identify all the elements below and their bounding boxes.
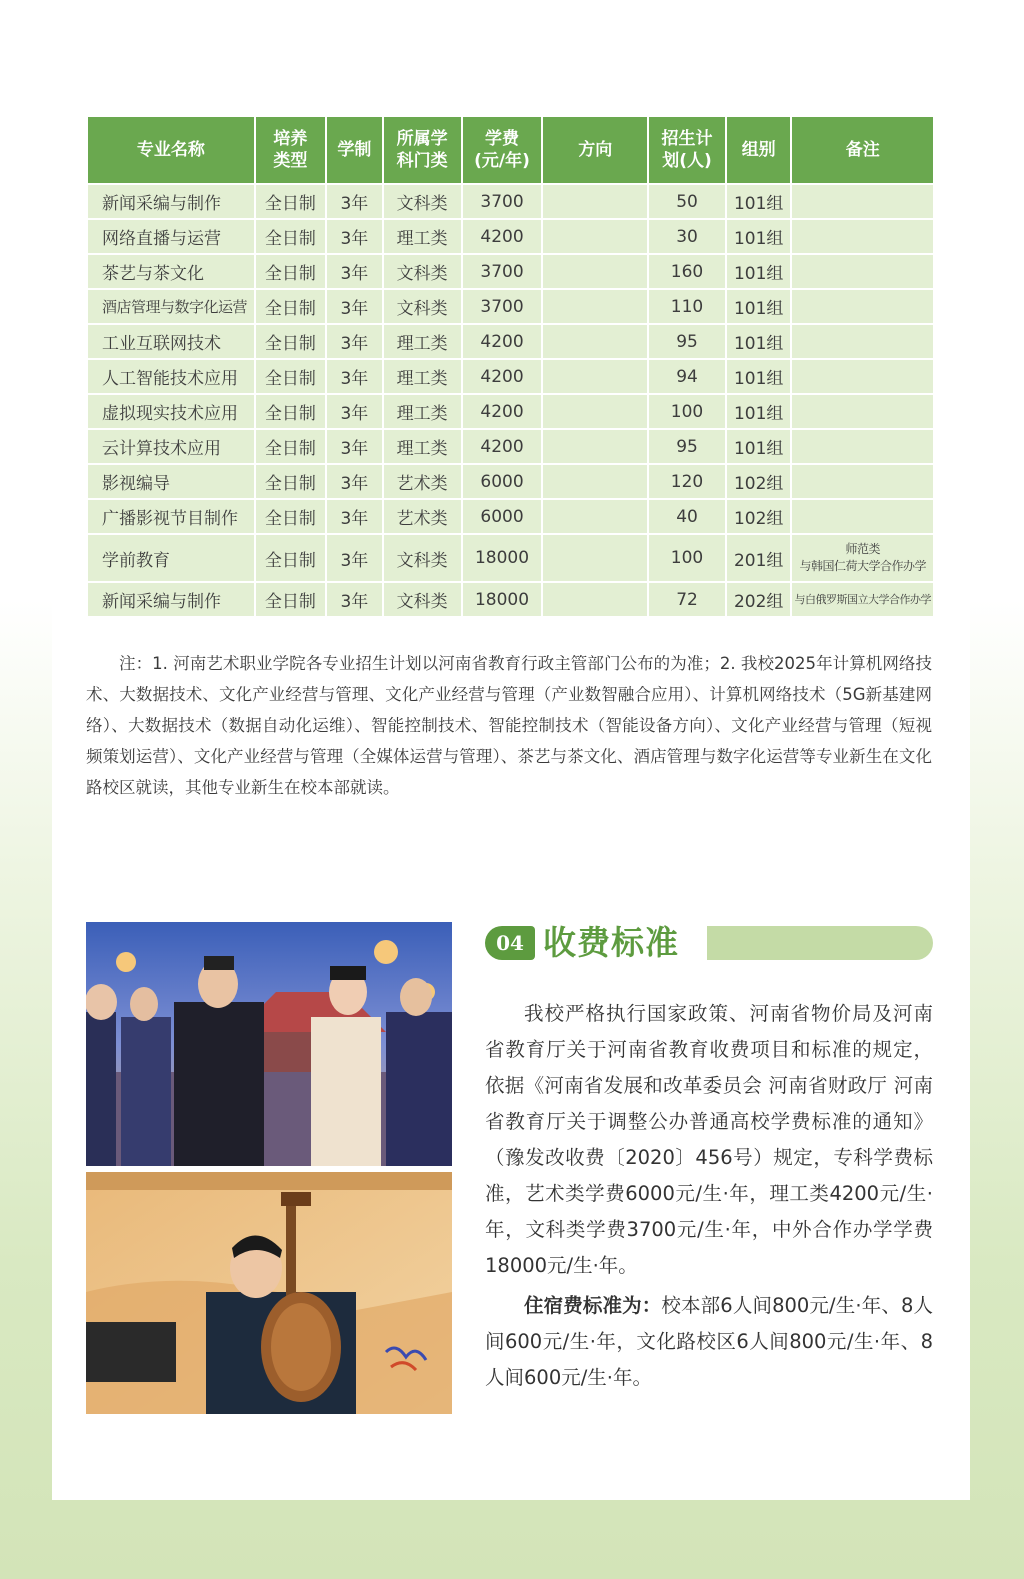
cell-name: 网络直播与运营 [88,220,254,253]
table-row [88,325,933,358]
table-header-cell [256,117,325,183]
tuition-paragraph: 我校严格执行国家政策、河南省物价局及河南省教育厅关于河南省教育收费项目和标准的规定，依据《河南省发展和改革委员会 河南省财政厅 河南省教育厅关于调整公办普通高校学费标准的通知》（豫发改收费〔2020〕456号）规定，专科学费标准，艺术类学费6000元/生·年，理工类4200元/生·年，文科类学费3700元/生·年，中外合作办学学费18000元/生·年。 [485,1002,933,1277]
cell-fee: 18000 [463,583,542,616]
cell-name: 酒店管理与数字化运营 [88,290,254,323]
cell-remark [792,360,933,393]
cell-category: 文科类 [384,583,461,616]
table-header-cell [543,117,647,183]
cell-remark [792,430,933,463]
cell-remark [792,465,933,498]
cell-remark [792,185,933,218]
footnote-text: 注：1. 河南艺术职业学院各专业招生计划以河南省教育行政主管部门公布的为准；2. 我校2025年计算机网络技术、大数据技术、文化产业经营与管理、文化产业经营与管理（产业数智融合应用）、计算机网络技术（5G新基建网络）、大数据技术（数据自动化运维）、智能控制技术、智能控制技术（智能设备方向）、文化产业经营与管理（短视频策划运营）、文化产业经营与管理（全媒体运营与管理）、茶艺与茶文化、酒店管理与数字化运营等专业新生在文化路校区就读，其他专业新生在校本部就读。 [86,654,932,797]
table-row [88,583,933,616]
header-text: 专业名称 [136,140,205,160]
cell-remark [792,583,933,616]
cell-direction [543,185,647,218]
cell-fee: 4200 [463,395,542,428]
cell-category: 理工类 [384,220,461,253]
cell-direction [543,395,647,428]
table-row [88,220,933,253]
table-row [88,500,933,533]
cell-fee: 4200 [463,430,542,463]
cell-years: 3年 [327,185,382,218]
cell-name: 云计算技术应用 [88,430,254,463]
cell-direction [543,430,647,463]
table-footnote [86,648,932,803]
cell-group: 101组 [727,325,790,358]
table-body [88,185,933,616]
cell-type: 全日制 [256,535,325,581]
header-text: 学制 [337,140,372,160]
cell-fee: 6000 [463,465,542,498]
cell-plan: 100 [649,395,725,428]
cell-remark [792,395,933,428]
dorm-paragraph [485,1288,933,1396]
table-row [88,185,933,218]
cell-type: 全日制 [256,583,325,616]
cell-years: 3年 [327,255,382,288]
header-text: 备注 [845,140,880,160]
header-text: 招生计 [661,129,713,149]
table-header-cell [384,117,461,183]
header-text: 方向 [578,140,613,160]
table-row [88,290,933,323]
header-text: 类型 [273,151,308,171]
cell-name: 学前教育 [88,535,254,581]
cell-plan: 50 [649,185,725,218]
cell-years: 3年 [327,395,382,428]
table-row [88,535,933,581]
cell-remark [792,535,933,581]
header-text: 培养 [273,129,308,149]
cell-category: 艺术类 [384,465,461,498]
cell-category: 艺术类 [384,500,461,533]
cell-years: 3年 [327,465,382,498]
cell-years: 3年 [327,430,382,463]
cell-direction [543,465,647,498]
cell-plan: 30 [649,220,725,253]
cell-direction [543,325,647,358]
cell-group: 101组 [727,430,790,463]
cell-fee: 3700 [463,255,542,288]
cell-group: 101组 [727,290,790,323]
cell-plan: 110 [649,290,725,323]
cell-type: 全日制 [256,430,325,463]
cell-category: 理工类 [384,325,461,358]
cell-plan: 160 [649,255,725,288]
cell-plan: 120 [649,465,725,498]
section-title: 收费标准 [543,923,679,962]
cell-group: 101组 [727,255,790,288]
cell-plan: 95 [649,430,725,463]
table-header-cell [327,117,382,183]
cell-plan: 94 [649,360,725,393]
table-header-row [88,117,933,183]
section-number: 04 [485,926,535,960]
table-header-cell [88,117,254,183]
cell-direction [543,220,647,253]
cell-years: 3年 [327,325,382,358]
cell-plan: 95 [649,325,725,358]
cell-direction [543,500,647,533]
table-header-cell [727,117,790,183]
fee-standard-text [485,996,933,1396]
cell-type: 全日制 [256,360,325,393]
table-row [88,255,933,288]
header-text: 科门类 [396,151,448,171]
cell-type: 全日制 [256,465,325,498]
cell-remark [792,290,933,323]
cell-direction [543,583,647,616]
header-text: 所属学 [396,129,448,149]
cell-years: 3年 [327,290,382,323]
section-heading-bar [707,926,933,960]
cell-direction [543,255,647,288]
cell-type: 全日制 [256,325,325,358]
cell-fee: 18000 [463,535,542,581]
cell-years: 3年 [327,500,382,533]
cell-type: 全日制 [256,255,325,288]
cell-name: 人工智能技术应用 [88,360,254,393]
remark-line: 师范类 [845,542,880,556]
cell-fee: 6000 [463,500,542,533]
cell-name: 茶艺与茶文化 [88,255,254,288]
cell-name: 虚拟现实技术应用 [88,395,254,428]
cell-category: 文科类 [384,535,461,581]
cell-plan: 100 [649,535,725,581]
section-heading [485,922,933,964]
cell-category: 理工类 [384,430,461,463]
cell-fee: 4200 [463,220,542,253]
cell-name: 新闻采编与制作 [88,185,254,218]
table-header-cell [649,117,725,183]
cell-group: 101组 [727,220,790,253]
table-row [88,360,933,393]
cell-fee: 3700 [463,290,542,323]
cell-category: 文科类 [384,185,461,218]
table-header-cell [792,117,933,183]
cell-group: 102组 [727,500,790,533]
cell-group: 201组 [727,535,790,581]
cell-name: 影视编导 [88,465,254,498]
cell-years: 3年 [327,360,382,393]
cell-plan: 40 [649,500,725,533]
cell-name: 新闻采编与制作 [88,583,254,616]
header-text: (元/年) [474,151,530,171]
dorm-label: 住宿费标准为： [524,1294,662,1317]
dorm-text: 校本部6人间800元/生·年、8人间600元/生·年，文化路校区6人间800元/生·年、8人间600元/生·年。 [485,1294,933,1389]
cell-direction [543,290,647,323]
table-row [88,465,933,498]
cell-years: 3年 [327,583,382,616]
cell-category: 文科类 [384,255,461,288]
cell-name: 工业互联网技术 [88,325,254,358]
table-row [88,430,933,463]
cell-direction [543,535,647,581]
header-text: 划(人) [662,151,712,171]
cell-group: 202组 [727,583,790,616]
cell-years: 3年 [327,535,382,581]
cell-category: 理工类 [384,360,461,393]
cell-fee: 3700 [463,185,542,218]
cell-remark [792,500,933,533]
cell-name: 广播影视节目制作 [88,500,254,533]
remark-line: 与韩国仁荷大学合作办学 [799,559,926,573]
cell-type: 全日制 [256,220,325,253]
cell-group: 101组 [727,395,790,428]
table-row [88,395,933,428]
cell-years: 3年 [327,220,382,253]
cell-fee: 4200 [463,325,542,358]
cell-type: 全日制 [256,500,325,533]
cell-remark [792,220,933,253]
enrollment-plan-table [86,115,935,618]
header-text: 学费 [485,129,519,149]
cell-type: 全日制 [256,290,325,323]
cell-direction [543,360,647,393]
cell-remark [792,255,933,288]
cell-category: 理工类 [384,395,461,428]
cell-type: 全日制 [256,185,325,218]
remark-line: 与白俄罗斯国立大学合作办学 [794,593,931,606]
cell-group: 102组 [727,465,790,498]
cell-category: 文科类 [384,290,461,323]
cell-plan: 72 [649,583,725,616]
stage-performance-photo [86,922,452,1166]
cell-group: 101组 [727,185,790,218]
cell-fee: 4200 [463,360,542,393]
header-text: 组别 [741,140,776,160]
table-header-cell [463,117,542,183]
cell-group: 101组 [727,360,790,393]
pipa-performance-photo [86,1172,452,1414]
cell-remark [792,325,933,358]
cell-type: 全日制 [256,395,325,428]
